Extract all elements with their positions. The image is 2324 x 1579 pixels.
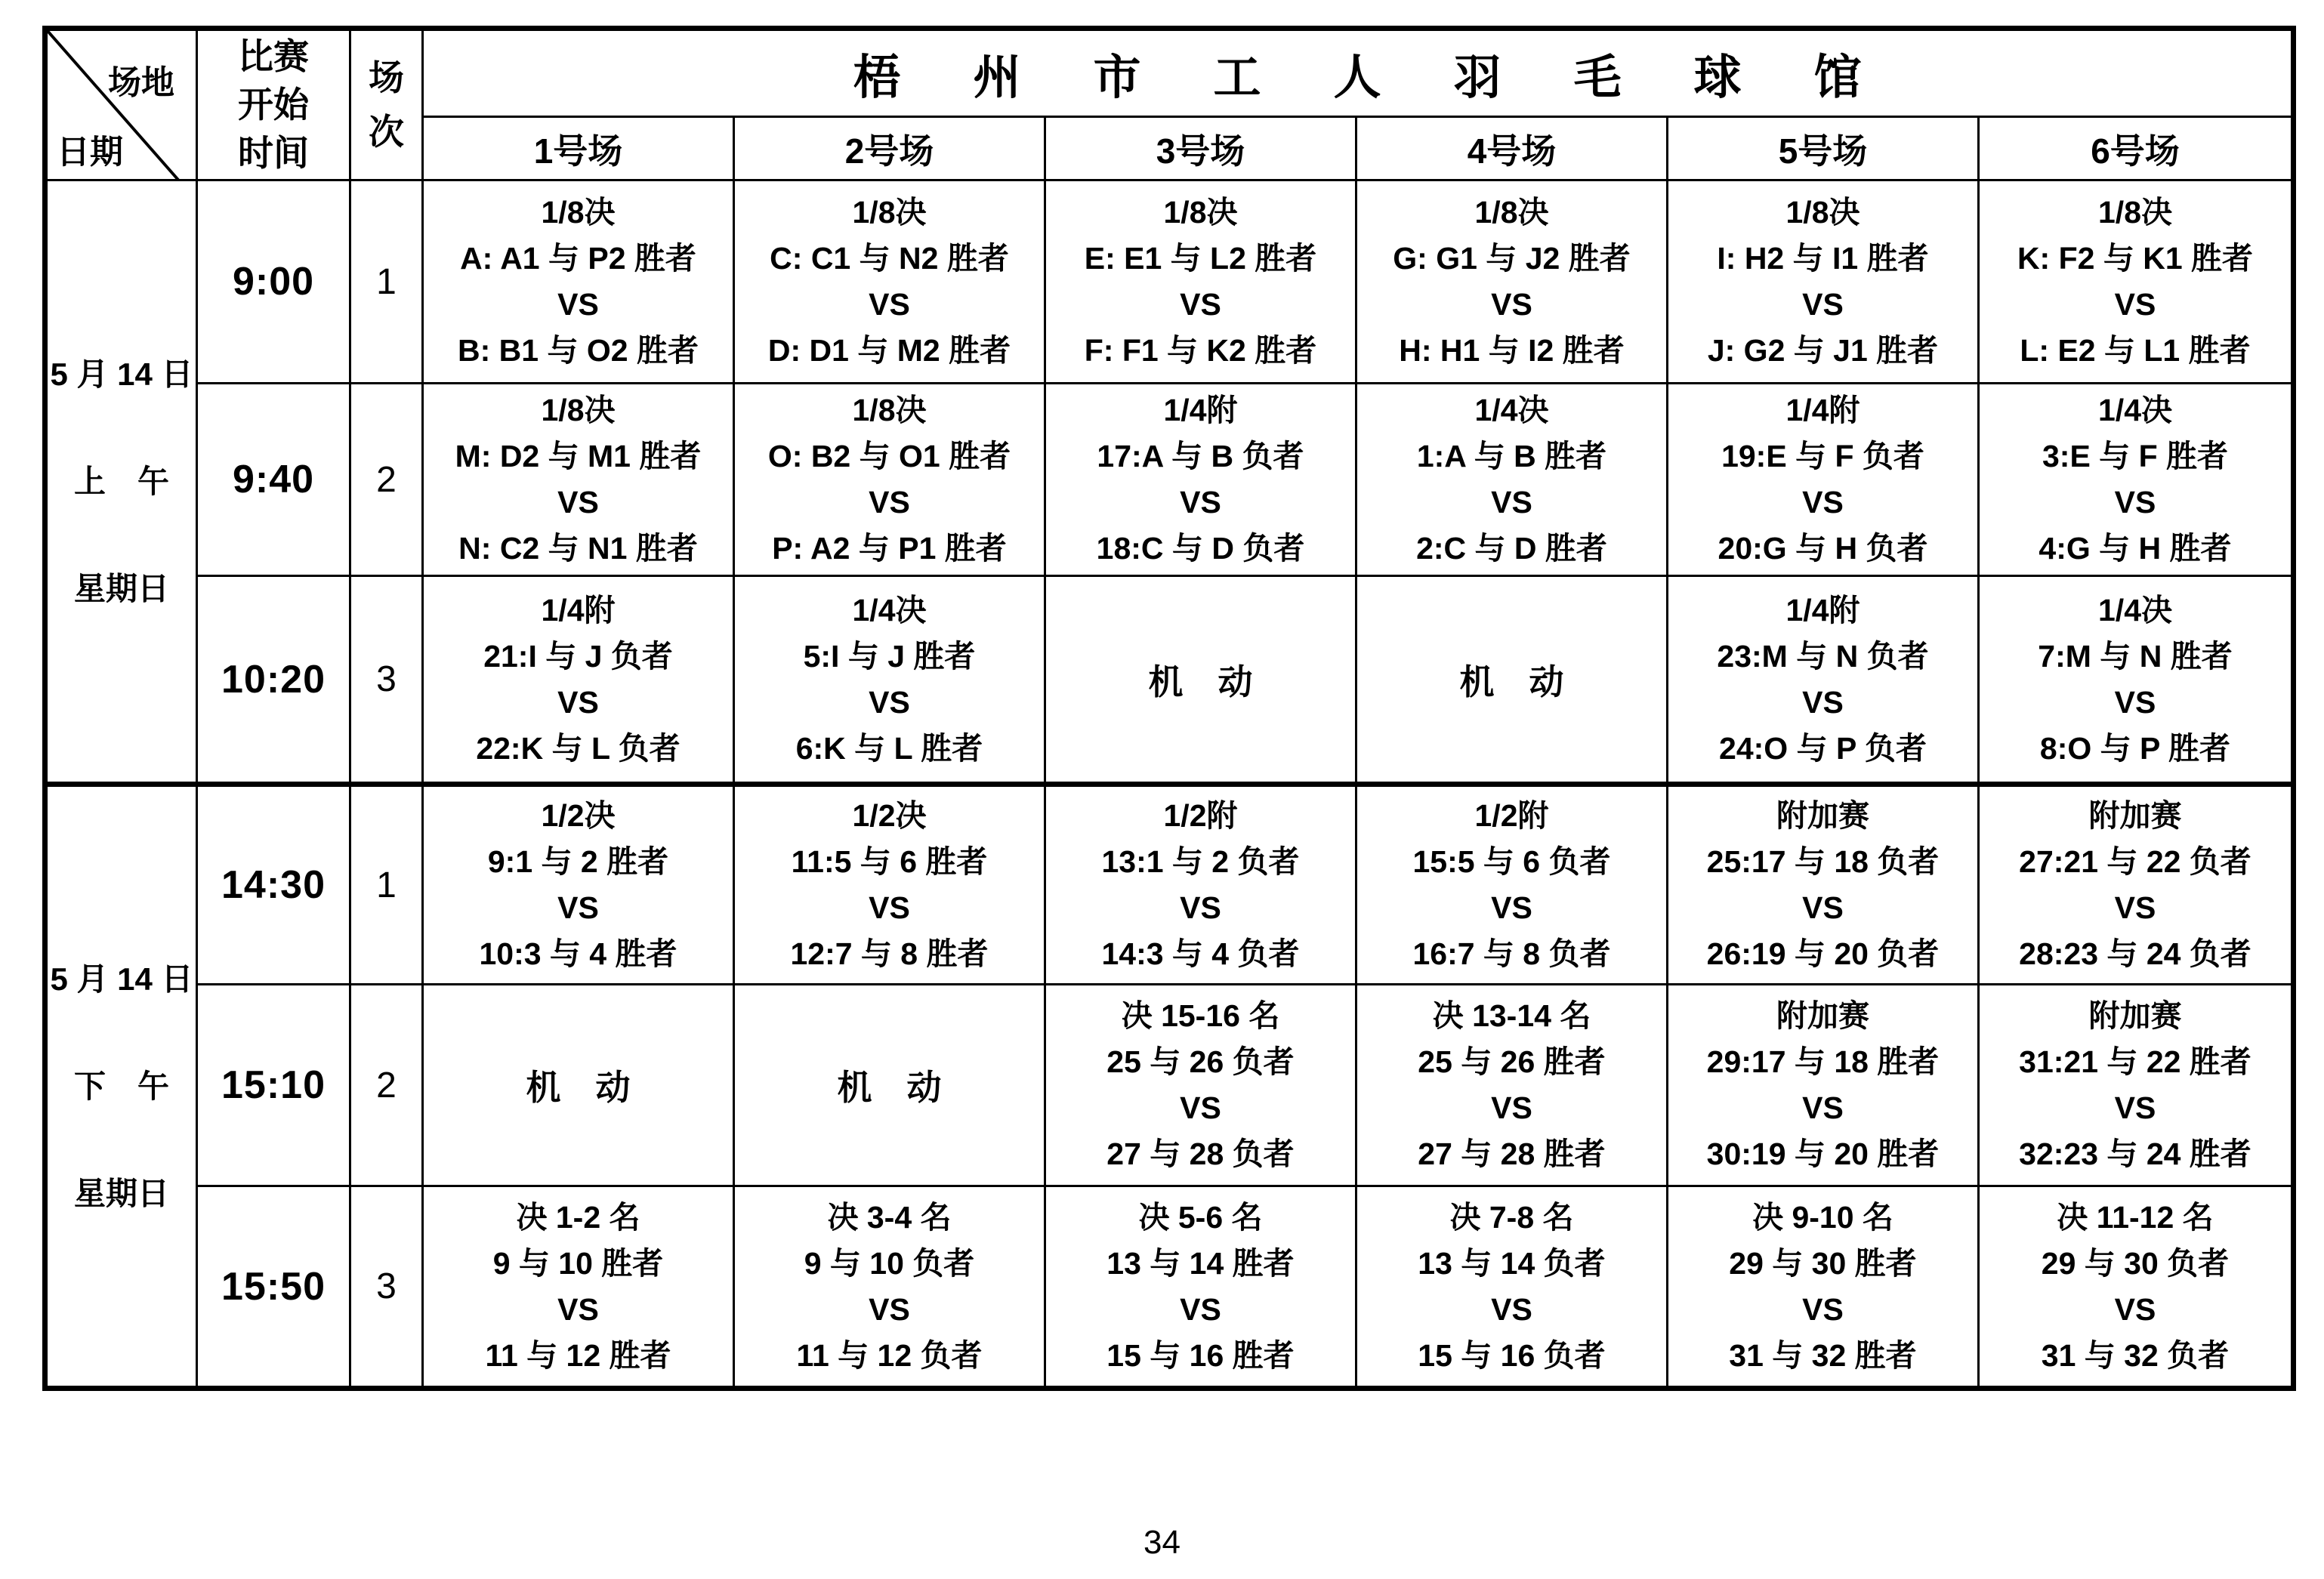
round-label: 决 9-10 名 [1752,1199,1893,1235]
match-line: 8:O 与 P 胜者 [2039,730,2231,766]
match-line: 9 与 10 胜者 [492,1245,664,1281]
match-cell [1980,577,2291,787]
match-line: 32:23 与 24 胜者 [2019,1136,2251,1171]
vs-label: VS [1180,890,1221,925]
match-line: 6:K 与 L 胜者 [795,730,983,766]
match-cell [735,787,1046,985]
match-cell [1046,985,1357,1187]
match-line: N: C2 与 N1 胜者 [458,531,698,566]
match-line: 20:G 与 H 负者 [1718,531,1928,566]
match-line: 31 与 32 胜者 [1729,1337,1917,1373]
vs-label: VS [869,1291,910,1327]
match-cell [735,1187,1046,1386]
match-cell [1668,1187,1980,1386]
match-line: B: B1 与 O2 胜者 [458,333,699,368]
corner-date-label: 日期 [57,134,123,171]
vs-label: VS [869,287,910,322]
match-line: 22:K 与 L 负者 [476,730,681,766]
round-label: 附加赛 [2088,998,2182,1033]
round-label: 1/8决 [852,393,927,427]
vs-label: VS [1802,890,1844,925]
session-number-cell: 1 [351,181,424,384]
match-line: 4:G 与 H 胜者 [2039,531,2232,566]
corner-venue-label: 场地 [108,64,174,101]
match-line: 14:3 与 4 负者 [1101,936,1300,971]
session-header-line: 次 [369,112,404,152]
match-cell [1357,787,1668,985]
match-line: 27 与 28 胜者 [1418,1136,1606,1171]
match-line: 5:I 与 J 胜者 [803,638,976,674]
vs-label: VS [869,684,910,720]
session-number-cell: 2 [351,985,424,1187]
vs-label: VS [557,287,599,322]
match-cell [424,1187,735,1386]
idle-label: 机 动 [526,1068,631,1107]
match-line: 2:C 与 D 胜者 [1416,531,1607,566]
match-cell [424,577,735,787]
match-line: A: A1 与 P2 胜者 [460,241,696,276]
match-line: 28:23 与 24 负者 [2019,936,2251,971]
vs-label: VS [557,1291,599,1327]
round-label: 1/4决 [1474,393,1549,427]
round-label: 1/4附 [1785,393,1860,427]
round-label: 1/4附 [1163,393,1238,427]
match-cell [1357,1187,1668,1386]
match-line: 11:5 与 6 胜者 [791,844,988,879]
venue-title [424,31,2291,118]
date-line: 下 午 [73,1068,169,1104]
round-label: 1/4决 [2098,393,2172,427]
match-cell [1668,985,1980,1187]
vs-label: VS [2114,684,2156,720]
match-cell [424,787,735,985]
vs-label: VS [557,890,599,925]
round-label: 1/2决 [852,798,927,833]
court-header-6: 6号场 [1980,118,2291,181]
match-line: 26:19 与 20 负者 [1706,936,1940,971]
corner-cell [48,31,198,181]
round-label: 附加赛 [1776,998,1869,1033]
match-cell [1980,181,2291,384]
match-line: 27 与 28 负者 [1106,1136,1295,1171]
match-line: 21:I 与 J 负者 [483,638,673,674]
round-label: 决 3-4 名 [827,1199,952,1235]
match-cell [1668,577,1980,787]
round-label: 1/4决 [2098,592,2172,628]
match-line: C: C1 与 N2 胜者 [770,241,1009,276]
match-line: 17:A 与 B 负者 [1097,439,1304,473]
date-line: 5 月 14 日 [50,356,193,392]
vs-label: VS [1180,1090,1221,1125]
vs-label: VS [2114,1291,2156,1327]
match-line: 12:7 与 8 胜者 [790,936,989,971]
idle-cell [1046,577,1357,787]
round-label: 决 15-16 名 [1121,998,1280,1033]
vs-label: VS [1180,287,1221,322]
court-header-3: 3号场 [1046,118,1357,181]
match-line: G: G1 与 J2 胜者 [1393,241,1631,276]
match-line: 24:O 与 P 负者 [1719,730,1927,766]
time-cell: 15:10 [198,985,351,1187]
vs-label: VS [1802,287,1844,322]
match-line: 9:1 与 2 胜者 [487,844,669,879]
match-cell [1980,1187,2291,1386]
time-header-line: 时间 [238,133,309,173]
match-line: 13:1 与 2 负者 [1101,844,1300,879]
round-label: 1/8决 [1163,195,1238,230]
match-line: 30:19 与 20 胜者 [1706,1136,1940,1171]
date-cell-morning [48,181,198,787]
match-cell [424,181,735,384]
vs-label: VS [2114,1090,2156,1125]
match-line: 9 与 10 负者 [804,1245,975,1281]
vs-label: VS [1491,287,1532,322]
round-label: 1/8决 [1785,195,1860,230]
round-label: 1/2决 [541,798,616,833]
match-cell [1357,181,1668,384]
match-line: 25 与 26 胜者 [1418,1044,1606,1079]
round-label: 1/8决 [541,195,616,230]
match-line: 18:C 与 D 负者 [1096,531,1305,566]
round-label: 决 13-14 名 [1432,998,1591,1033]
round-label: 决 11-12 名 [2057,1199,2214,1235]
vs-label: VS [1180,1291,1221,1327]
session-header-line: 场 [369,57,404,97]
round-label: 1/8决 [2098,195,2172,230]
round-label: 决 1-2 名 [516,1199,640,1235]
venue-title-text: 梧州市工人羽毛球馆 [853,51,1934,104]
time-cell: 14:30 [198,787,351,985]
idle-label: 机 动 [837,1068,942,1107]
session-number-cell: 3 [351,577,424,787]
schedule-table [42,26,2296,1391]
idle-label: 机 动 [1148,662,1253,702]
match-line: 19:E 与 F 负者 [1721,439,1924,473]
match-line: L: E2 与 L1 胜者 [2020,333,2251,368]
vs-label: VS [1802,485,1844,520]
vs-label: VS [2114,890,2156,925]
match-line: 13 与 14 负者 [1418,1245,1606,1281]
vs-label: VS [869,485,910,520]
vs-label: VS [1491,485,1532,520]
time-cell: 10:20 [198,577,351,787]
match-line: 10:3 与 4 胜者 [479,936,677,971]
idle-label: 机 动 [1459,662,1564,702]
match-line: 15:5 与 6 负者 [1412,844,1611,879]
date-cell-afternoon [48,787,198,1386]
round-label: 决 7-8 名 [1449,1199,1574,1235]
session-column-header [351,31,424,181]
match-line: I: H2 与 I1 胜者 [1717,241,1929,276]
match-cell [1046,787,1357,985]
match-line: K: F2 与 K1 胜者 [2017,241,2254,276]
round-label: 1/2附 [1474,798,1549,833]
match-line: 29 与 30 负者 [2041,1245,2230,1281]
match-line: D: D1 与 M2 胜者 [767,333,1011,368]
match-cell [1668,181,1980,384]
match-cell [735,181,1046,384]
match-cell [735,384,1046,577]
match-cell [1357,985,1668,1187]
date-line: 上 午 [73,463,169,499]
session-number-cell: 3 [351,1187,424,1386]
match-line: M: D2 与 M1 胜者 [455,439,702,473]
match-line: 3:E 与 F 胜者 [2042,439,2229,473]
vs-label: VS [1802,684,1844,720]
match-cell [1980,985,2291,1187]
page-number: 34 [1143,1524,1181,1561]
match-cell [1046,181,1357,384]
vs-label: VS [869,890,910,925]
match-line: J: G2 与 J1 胜者 [1707,333,1939,368]
match-cell [1046,1187,1357,1386]
vs-label: VS [1491,890,1532,925]
date-line: 5 月 14 日 [50,961,193,997]
match-cell [1357,384,1668,577]
match-cell [1668,384,1980,577]
match-line: 1:A 与 B 胜者 [1416,439,1607,473]
round-label: 1/8决 [541,393,616,427]
match-line: H: H1 与 I2 胜者 [1399,333,1625,368]
round-label: 附加赛 [1776,798,1869,833]
match-line: O: B2 与 O1 胜者 [767,439,1011,473]
match-cell [1046,384,1357,577]
round-label: 决 5-6 名 [1138,1199,1263,1235]
time-cell: 9:40 [198,384,351,577]
match-cell [735,577,1046,787]
court-header-4: 4号场 [1357,118,1668,181]
match-line: P: A2 与 P1 胜者 [772,531,1007,566]
match-line: 29 与 30 胜者 [1729,1245,1917,1281]
match-line: E: E1 与 L2 胜者 [1084,241,1317,276]
match-line: 29:17 与 18 胜者 [1706,1044,1940,1079]
vs-label: VS [1491,1090,1532,1125]
match-line: 25:17 与 18 负者 [1706,844,1940,879]
match-line: 23:M 与 N 负者 [1717,638,1929,674]
match-line: 11 与 12 负者 [796,1337,983,1373]
match-cell [1980,787,2291,985]
round-label: 附加赛 [2088,798,2182,833]
round-label: 1/4附 [541,592,616,628]
idle-cell [1357,577,1668,787]
time-header-line: 比赛 [238,36,309,76]
round-label: 1/4附 [1785,592,1860,628]
match-line: 27:21 与 22 负者 [2019,844,2251,879]
vs-label: VS [2114,485,2156,520]
match-line: 31:21 与 22 胜者 [2019,1044,2251,1079]
match-line: 15 与 16 胜者 [1106,1337,1295,1373]
match-line: 13 与 14 胜者 [1106,1245,1295,1281]
idle-cell [735,985,1046,1187]
match-cell [1668,787,1980,985]
match-line: 25 与 26 负者 [1106,1044,1295,1079]
round-label: 1/4决 [852,592,927,628]
match-line: 11 与 12 胜者 [485,1337,671,1373]
vs-label: VS [2114,287,2156,322]
vs-label: VS [1802,1291,1844,1327]
vs-label: VS [557,684,599,720]
match-cell [424,384,735,577]
time-cell: 15:50 [198,1187,351,1386]
match-line: 15 与 16 负者 [1418,1337,1606,1373]
date-line: 星期日 [73,570,169,606]
idle-cell [424,985,735,1187]
match-line: 31 与 32 负者 [2041,1337,2230,1373]
session-number-cell: 2 [351,384,424,577]
vs-label: VS [557,485,599,520]
court-header-5: 5号场 [1668,118,1980,181]
round-label: 1/8决 [1474,195,1549,230]
vs-label: VS [1802,1090,1844,1125]
round-label: 1/8决 [852,195,927,230]
match-line: 16:7 与 8 负者 [1412,936,1611,971]
match-line: F: F1 与 K2 胜者 [1084,333,1317,368]
time-cell: 9:00 [198,181,351,384]
time-column-header [198,31,351,181]
court-header-1: 1号场 [424,118,735,181]
match-cell [1980,384,2291,577]
vs-label: VS [1491,1291,1532,1327]
session-number-cell: 1 [351,787,424,985]
round-label: 1/2附 [1163,798,1238,833]
vs-label: VS [1180,485,1221,520]
time-header-line: 开始 [238,85,309,125]
match-line: 7:M 与 N 胜者 [2038,638,2233,674]
date-line: 星期日 [73,1175,169,1211]
court-header-2: 2号场 [735,118,1046,181]
